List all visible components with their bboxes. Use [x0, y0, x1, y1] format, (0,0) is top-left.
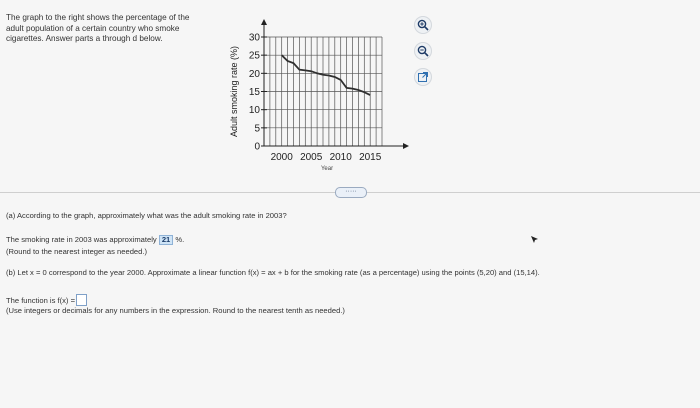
part-a-answer-line	[6, 235, 184, 245]
answer-suffix: %.	[175, 235, 185, 244]
x-tick-labels	[271, 152, 382, 163]
y-tick-label: 20	[248, 68, 260, 80]
x-axis-label: Year	[320, 166, 334, 172]
mouse-cursor-icon	[531, 236, 539, 244]
y-tick-label: 25	[248, 50, 260, 62]
external-link-icon	[417, 71, 429, 83]
x-axis-arrow	[403, 143, 409, 149]
popout-button[interactable]	[414, 68, 432, 86]
x-tick-label: 2005	[300, 152, 323, 163]
x-tick-label: 2010	[329, 152, 352, 163]
part-b-hint: (Use integers or decimals for any numbers in the expression. Round to the nearest tenth as needed.)	[6, 306, 345, 315]
zoom-out-button[interactable]	[414, 42, 432, 60]
part-a-question: (a) According to the graph, approximately what was the adult smoking rate in 2003?	[6, 211, 287, 220]
y-tick-label: 5	[254, 123, 260, 135]
y-tick-label: 30	[248, 32, 260, 44]
smoking-rate-chart	[224, 16, 414, 176]
show-more-button[interactable]: ·····	[335, 187, 367, 198]
intro-line: The graph to the right shows the percentage of the	[6, 13, 190, 22]
y-tick-label: 10	[248, 105, 260, 117]
function-input-field[interactable]	[76, 294, 87, 306]
zoom-out-icon	[417, 45, 429, 57]
answer-input-2003[interactable]: 21	[159, 235, 173, 245]
intro-text	[6, 13, 226, 45]
x-tick-label: 2015	[359, 152, 382, 163]
y-axis-label: Adult smoking rate (%)	[229, 45, 239, 138]
x-tick-label: 2000	[270, 152, 293, 163]
y-axis-arrow	[261, 19, 267, 25]
part-b-answer-line	[6, 294, 87, 306]
intro-line: cigarettes. Answer parts a through d below.	[6, 34, 163, 43]
y-tick-label: 15	[248, 87, 260, 98]
part-b-question: (b) Let x = 0 correspond to the year 2000. Approximate a linear function f(x) = ax + b for the smoking rate (as a percentage) using the points (5,20) and (15,14).	[6, 268, 540, 277]
series-line	[282, 55, 371, 95]
zoom-in-icon	[417, 19, 429, 31]
part-a-hint: (Round to the nearest integer as needed.)	[6, 247, 147, 256]
answer-prefix: The smoking rate in 2003 was approximately	[6, 235, 157, 244]
answer-prefix: The function is f(x) =	[6, 296, 76, 305]
intro-line: adult population of a certain country who smoke	[6, 23, 180, 33]
y-tick-label: 0	[254, 141, 260, 153]
zoom-in-button[interactable]	[414, 16, 432, 34]
